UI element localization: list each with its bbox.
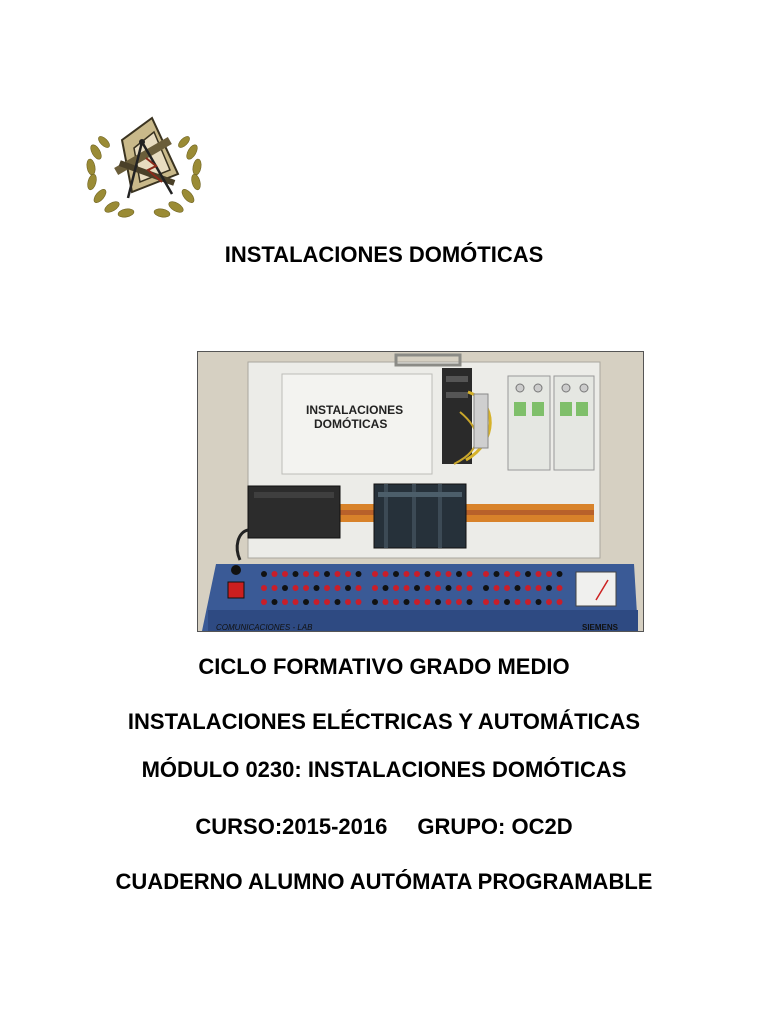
jack-socket [435, 571, 441, 577]
curso-text: CURSO:2015-2016 [195, 814, 388, 839]
jack-socket [536, 585, 542, 591]
jack-socket [483, 599, 489, 605]
jack-socket [536, 571, 542, 577]
jack-socket [504, 599, 510, 605]
jack-socket [515, 599, 521, 605]
titulo-line: INSTALACIONES ELÉCTRICAS Y AUTOMÁTICAS [127, 709, 641, 734]
jack-socket [393, 585, 399, 591]
jack-socket [504, 585, 510, 591]
jack-socket [272, 571, 278, 577]
jack-socket [515, 571, 521, 577]
jack-socket [261, 571, 267, 577]
jack-socket [383, 585, 389, 591]
jack-socket [456, 599, 462, 605]
jack-socket [282, 599, 288, 605]
panel-label-line1: INSTALACIONES [306, 403, 404, 417]
jack-socket [557, 585, 563, 591]
jack-socket [435, 599, 441, 605]
jack-socket [314, 599, 320, 605]
jack-socket [425, 571, 431, 577]
jack-socket [404, 585, 410, 591]
jack-socket [515, 585, 521, 591]
jack-socket [483, 571, 489, 577]
jack-socket [345, 599, 351, 605]
jack-socket [293, 571, 299, 577]
jack-socket [393, 571, 399, 577]
jack-socket [356, 599, 362, 605]
jack-socket [414, 599, 420, 605]
jack-socket [446, 571, 452, 577]
jack-socket [546, 571, 552, 577]
jack-socket [303, 599, 309, 605]
jack-socket [414, 571, 420, 577]
ciclo-line: CICLO FORMATIVO GRADO MEDIO [198, 654, 570, 679]
jack-socket [303, 585, 309, 591]
jack-socket [293, 585, 299, 591]
jack-socket [356, 585, 362, 591]
console-brand: SIEMENS [582, 623, 619, 631]
jack-socket [446, 599, 452, 605]
jack-socket [345, 585, 351, 591]
panel-label-line2: DOMÓTICAS [314, 417, 388, 431]
jack-socket [467, 571, 473, 577]
jack-socket [483, 585, 489, 591]
jack-socket [314, 571, 320, 577]
jack-socket [383, 571, 389, 577]
jack-socket [446, 585, 452, 591]
jack-socket [435, 585, 441, 591]
school-logo-icon [82, 112, 206, 224]
jack-socket [272, 585, 278, 591]
jack-socket [314, 585, 320, 591]
jack-socket [404, 599, 410, 605]
jack-socket [383, 599, 389, 605]
jack-socket [356, 571, 362, 577]
jack-socket [557, 599, 563, 605]
jack-socket [324, 571, 330, 577]
jack-socket [261, 599, 267, 605]
jack-socket [536, 599, 542, 605]
jack-socket [525, 599, 531, 605]
jack-socket [467, 599, 473, 605]
jack-socket [261, 585, 267, 591]
jack-socket [282, 585, 288, 591]
jack-socket [372, 571, 378, 577]
jack-socket [494, 585, 500, 591]
jack-socket [456, 585, 462, 591]
jack-socket [504, 571, 510, 577]
jack-socket [525, 585, 531, 591]
jack-socket [557, 571, 563, 577]
jack-socket [494, 599, 500, 605]
jack-socket [324, 585, 330, 591]
jack-socket [293, 599, 299, 605]
training-panel-illustration [198, 352, 643, 631]
jack-socket [372, 585, 378, 591]
jack-socket [335, 571, 341, 577]
jack-socket [546, 585, 552, 591]
jack-socket [272, 599, 278, 605]
jack-socket [546, 599, 552, 605]
jack-socket [425, 599, 431, 605]
jack-socket [345, 571, 351, 577]
jack-socket [456, 571, 462, 577]
jack-socket [335, 585, 341, 591]
jack-socket [467, 585, 473, 591]
jack-socket [404, 571, 410, 577]
jack-socket [282, 571, 288, 577]
jack-socket [372, 599, 378, 605]
jack-socket [335, 599, 341, 605]
jack-socket [303, 571, 309, 577]
jack-socket [414, 585, 420, 591]
curso-grupo-line [0, 814, 768, 840]
console-label: COMUNICACIONES - LAB [216, 623, 313, 631]
modulo-line: MÓDULO 0230: INSTALACIONES DOMÓTICAS [141, 757, 627, 782]
jack-socket [494, 571, 500, 577]
cuaderno-line: CUADERNO ALUMNO AUTÓMATA PROGRAMABLE [115, 869, 653, 894]
jack-socket [324, 599, 330, 605]
jack-socket [425, 585, 431, 591]
jack-socket [525, 571, 531, 577]
jack-socket [393, 599, 399, 605]
grupo-text: GRUPO: OC2D [417, 814, 573, 839]
document-title: INSTALACIONES DOMÓTICAS [224, 242, 544, 267]
training-panel-photo [197, 351, 644, 632]
